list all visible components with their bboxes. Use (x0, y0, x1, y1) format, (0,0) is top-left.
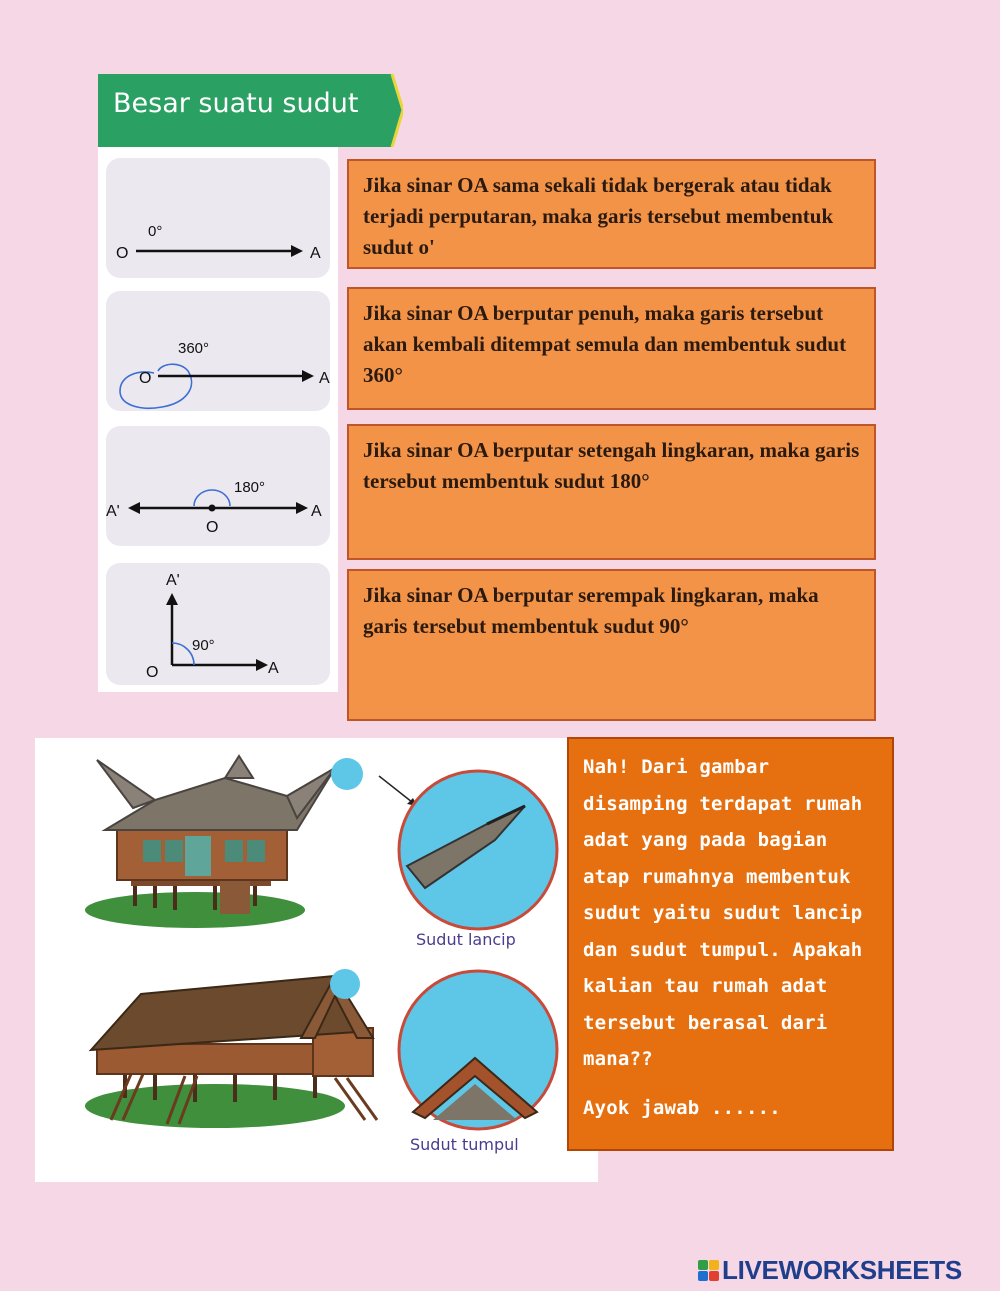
rotation-arc (194, 490, 230, 506)
explanation-box-right: Jika sinar OA berputar serempak lingkaran, maka garis tersebut membentuk sudut 90° (347, 569, 876, 721)
label-origin: O (139, 370, 152, 387)
label-origin: O (146, 664, 159, 681)
obtuse-angle-zoom (399, 971, 557, 1129)
label-origin: O (206, 519, 219, 536)
explanation-box-zero: Jika sinar OA sama sekali tidak bergerak atau tidak terjadi perputaran, maka garis tersebut membentuk sudut o' (347, 159, 876, 269)
label-up: A' (166, 572, 180, 589)
label-opposite: A' (106, 503, 120, 520)
rotation-arc (120, 364, 192, 408)
diagram-full-angle (106, 291, 330, 411)
question-text: Nah! Dari gambar disamping terdapat rumah adat yang pada bagian atap rumahnya membentuk sudut yaitu sudut lancip dan sudut tumpul. Apakah kalian tau rumah adat tersebut berasal dari mana?? (583, 756, 863, 1070)
page-title: Besar suatu sudut (113, 88, 359, 119)
label-end: A (311, 503, 322, 520)
explanation-box-straight: Jika sinar OA berputar setengah lingkaran, maka garis tersebut membentuk sudut 180° (347, 424, 876, 560)
vertex-point (209, 505, 216, 512)
rotation-arc (172, 643, 194, 665)
label-origin: O (116, 245, 129, 262)
caption-obtuse: Sudut tumpul (410, 1135, 519, 1154)
arrow-head-icon (291, 245, 303, 257)
diagram-zero-angle (106, 158, 330, 278)
arrow-left-icon (128, 502, 140, 514)
label-end: A (310, 245, 321, 262)
liveworksheets-logo-icon (698, 1260, 719, 1281)
caption-acute: Sudut lancip (416, 930, 516, 949)
arrow-up-icon (166, 593, 178, 605)
house-top-illustration (85, 756, 363, 928)
angle-label: 0° (148, 223, 163, 240)
explanation-box-full: Jika sinar OA berputar penuh, maka garis tersebut akan kembali ditempat semula dan membentuk sudut 360° (347, 287, 876, 410)
arrow-right-icon (296, 502, 308, 514)
answer-prompt: Ayok jawab ...... (583, 1096, 781, 1119)
question-box (567, 737, 894, 1151)
angle-label: 90° (192, 637, 215, 654)
angle-label: 180° (234, 479, 266, 496)
diagram-straight-angle (106, 426, 330, 546)
label-end: A (319, 370, 330, 387)
house-bottom-illustration (85, 969, 377, 1128)
acute-angle-zoom (399, 771, 557, 929)
angle-diagram-panel (98, 147, 338, 692)
label-end: A (268, 660, 279, 677)
brand-name: LIVEWORKSHEETS (722, 1254, 962, 1285)
liveworksheets-watermark (698, 1255, 962, 1285)
angle-label: 360° (178, 340, 210, 357)
arrow-right-icon (256, 659, 268, 671)
traditional-house-panel (35, 738, 598, 1182)
arrow-head-icon (302, 370, 314, 382)
title-banner (98, 74, 403, 147)
diagram-right-angle (106, 563, 330, 685)
